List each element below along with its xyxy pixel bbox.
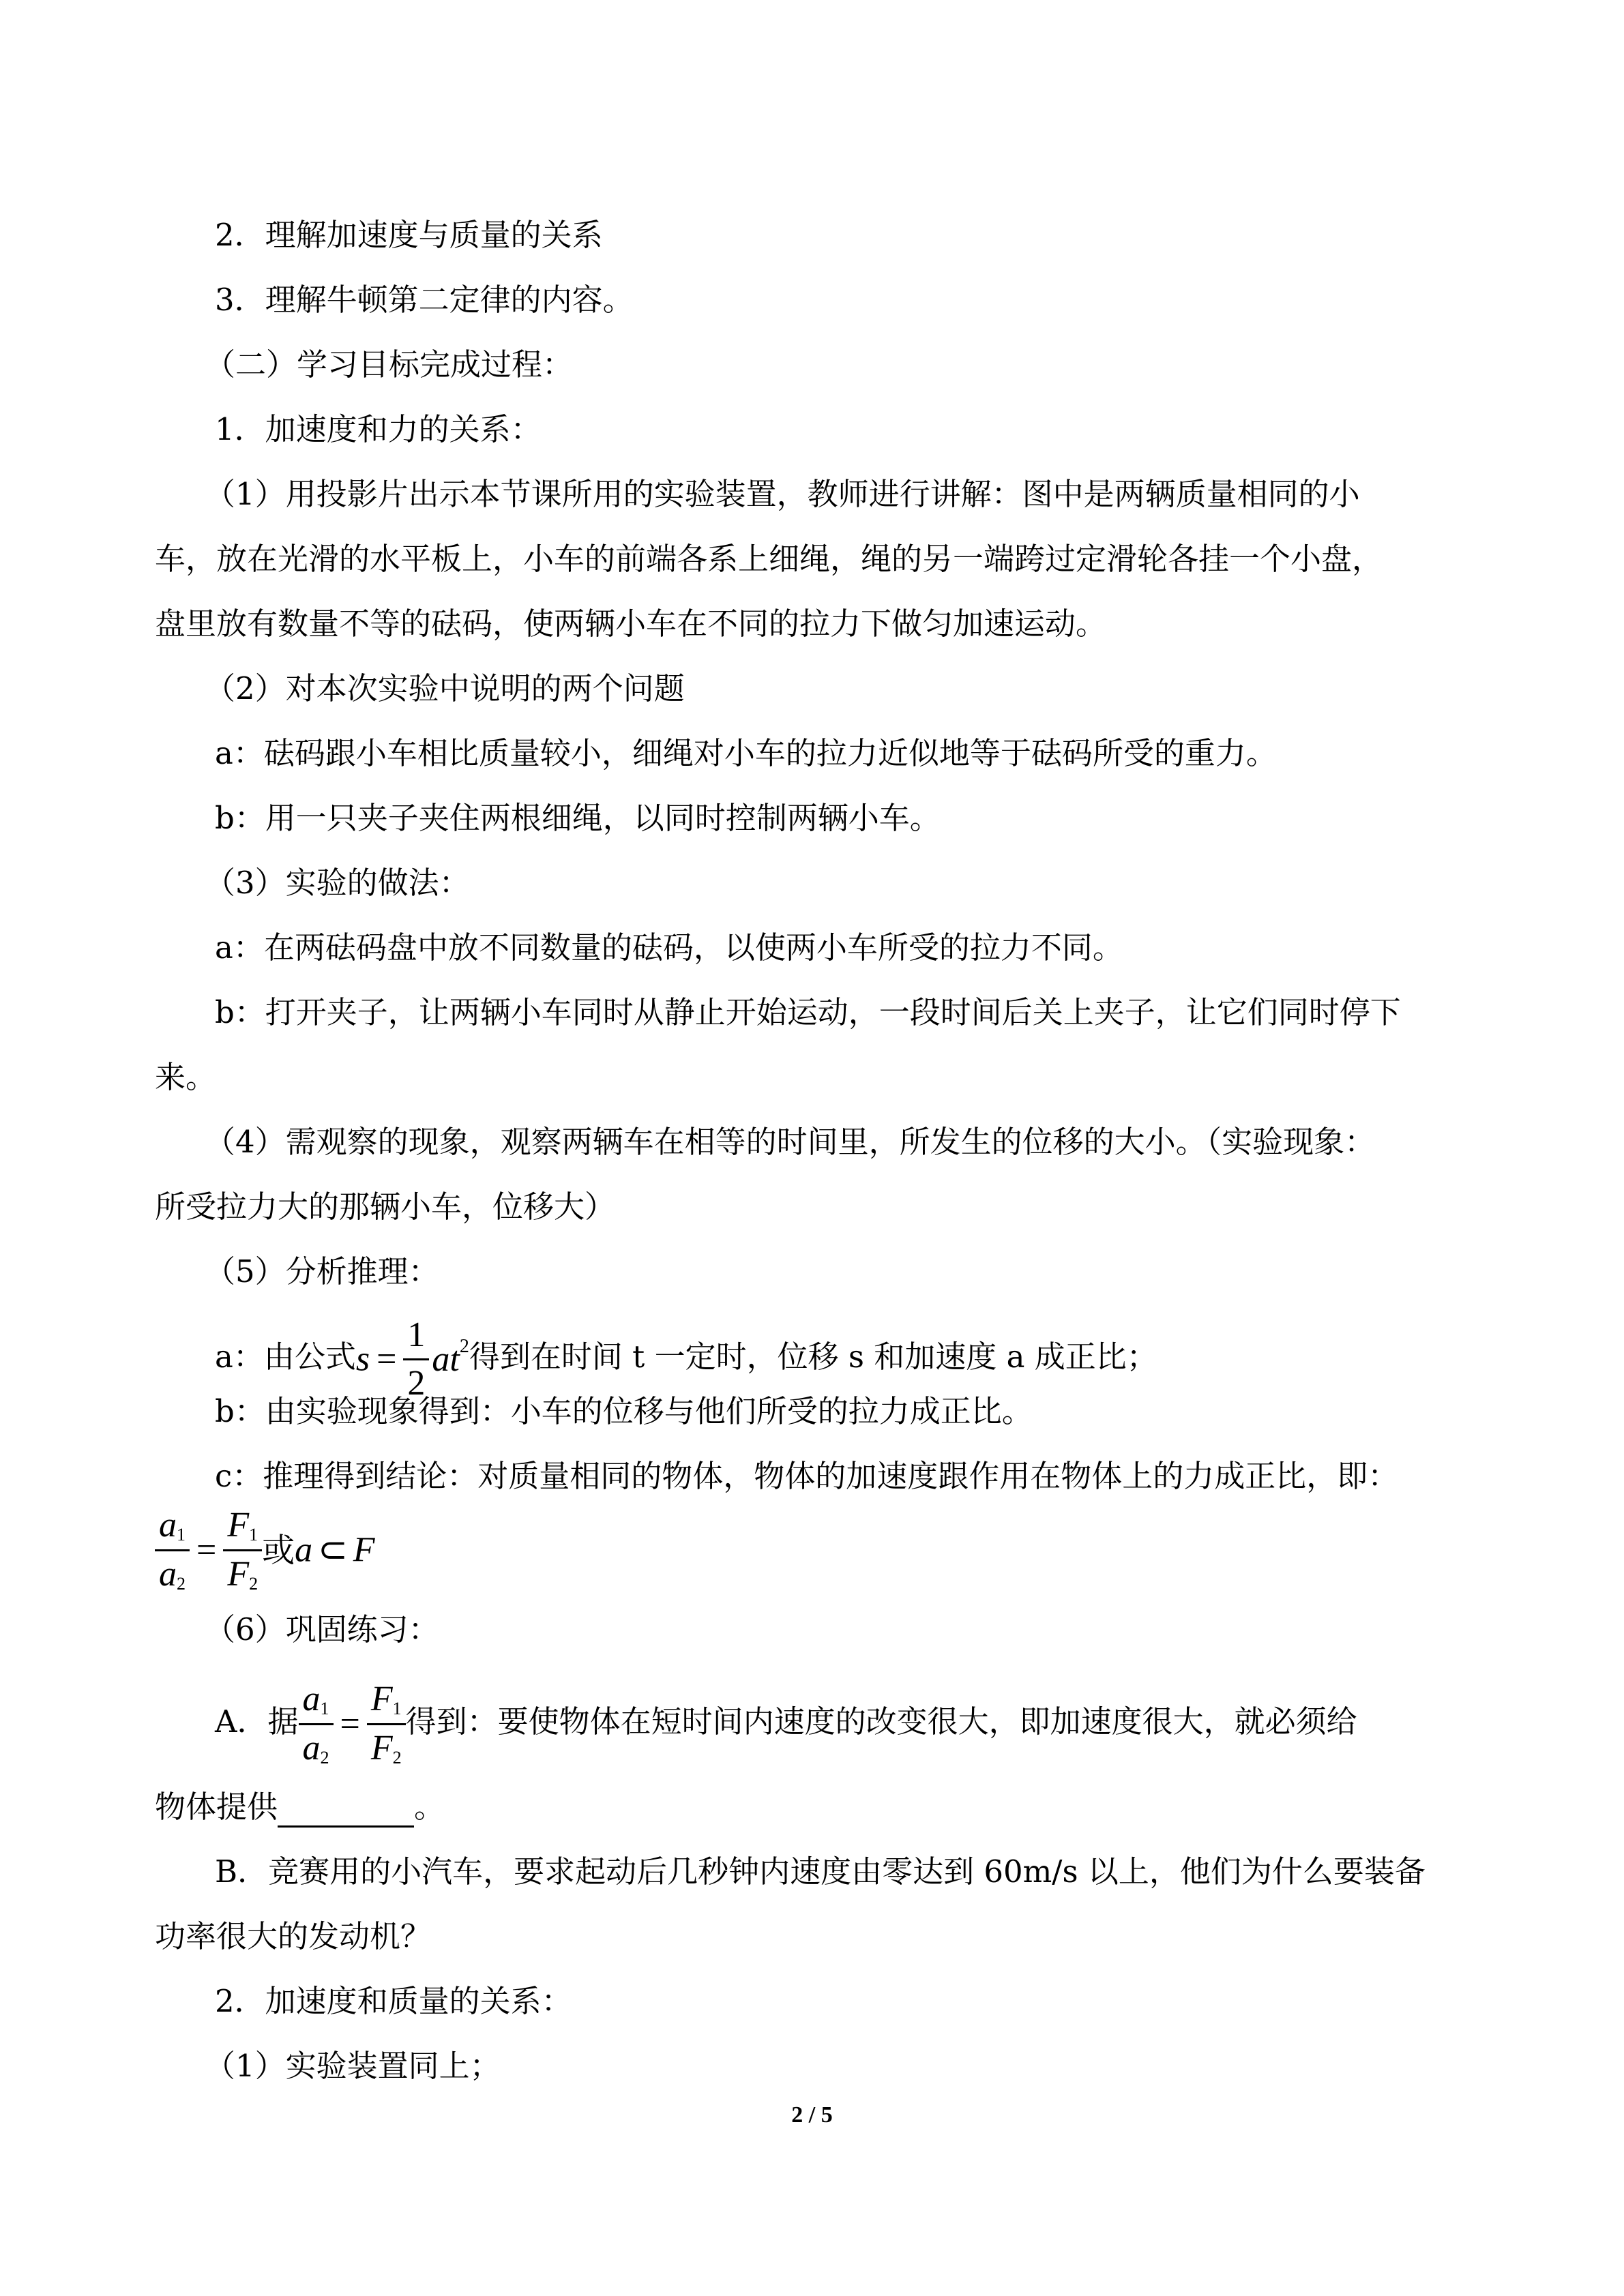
exercise-a-text: 得到：要使物体在短时间内速度的改变很大，即加速度很大，就必须给 [405, 1703, 1357, 1740]
text-line: 所受拉力大的那辆小车，位移大） [155, 1189, 616, 1225]
equals-sign: = [377, 1339, 397, 1379]
text-line: 功率很大的发动机？ [155, 1918, 432, 1954]
exercise-a-end: 。 [414, 1789, 445, 1825]
symbol-F: F [353, 1530, 375, 1570]
fraction-f1-f2: $\frac{F_1}{F_2}$ [223, 1508, 262, 1593]
exercise-a-prefix2: 物体提供 [155, 1789, 278, 1825]
text-line: （3）实验的做法： [205, 865, 470, 901]
text-line: （4）需观察的现象，观察两辆车在相等的时间里，所发生的位移的大小。（实验现象： [205, 1124, 1376, 1160]
answer-blank [278, 1795, 414, 1828]
text-line: （6）巩固练习： [205, 1611, 439, 1648]
text-line: 1．加速度和力的关系： [215, 411, 542, 447]
text-line: （1）用投影片出示本节课所用的实验装置，教师进行讲解：图中是两辆质量相同的小 [205, 476, 1360, 512]
symbol-s: s [355, 1339, 370, 1379]
text-line: b：用一只夹子夹住两根细绳，以同时控制两辆小车。 [215, 800, 941, 836]
exponent: 2 [459, 1336, 469, 1357]
fraction-one-half [403, 1317, 429, 1401]
text-line: a：砝码跟小车相比质量较小，细绳对小车的拉力近似地等于砝码所受的重力。 [215, 735, 1277, 771]
text-line: a：在两砝码盘中放不同数量的砝码，以使两小车所受的拉力不同。 [215, 929, 1123, 966]
text-line: 盘里放有数量不等的砝码，使两辆小车在不同的拉力下做匀加速运动。 [155, 606, 1107, 642]
formula-conclusion: 得到在时间 t 一定时，位移 s 和加速度 a 成正比； [469, 1339, 1157, 1375]
text-line: 2．加速度和质量的关系： [215, 1983, 572, 2019]
fraction-numerator: 1 [403, 1317, 429, 1360]
text-line: 来。 [155, 1059, 217, 1095]
formula-line-proportion [155, 1500, 374, 1596]
exercise-a-continuation [155, 1787, 445, 1828]
text-line: B．竞赛用的小汽车，要求起动后几秒钟内速度由零达到 60m/s 以上，他们为什么要装备 [215, 1853, 1426, 1890]
text-line: （5）分析推理： [205, 1253, 439, 1289]
formula-intro: a：由公式 [215, 1339, 356, 1375]
exercise-a-prefix: A．据 [215, 1703, 299, 1740]
exercise-a-line [215, 1674, 1357, 1770]
equals-sign: = [196, 1530, 217, 1570]
symbol-at: at [432, 1339, 460, 1379]
formula-line-displacement [215, 1299, 1157, 1403]
text-line: （1）实验装置同上； [205, 2048, 501, 2084]
or-word: 或 [262, 1531, 295, 1570]
fraction-f1-f2: $\frac{F_1}{F_2}$ [367, 1682, 406, 1767]
text-line: 3．理解牛顿第二定律的内容。 [215, 282, 634, 318]
text-line: 车，放在光滑的水平板上，小车的前端各系上细绳，绳的另一端跨过定滑轮各挂一个小盘， [155, 541, 1383, 577]
page-number: 2 / 5 [791, 2102, 833, 2128]
text-line: b：打开夹子，让两辆小车同时从静止开始运动，一段时间后关上夹子，让它们同时停下 [215, 994, 1401, 1030]
section-heading: （二）学习目标完成过程： [205, 346, 574, 383]
fraction-a1-a2: $\frac{a_1}{a_2}$ [155, 1508, 190, 1593]
fraction-denominator: 2 [407, 1364, 426, 1403]
fraction-a1-a2: $\frac{a_1}{a_2}$ [299, 1682, 334, 1767]
text-line: 2．理解加速度与质量的关系 [215, 217, 603, 253]
text-line: （2）对本次实验中说明的两个问题 [205, 670, 685, 706]
text-line: c：推理得到结论：对质量相同的物体，物体的加速度跟作用在物体上的力成正比，即： [215, 1458, 1399, 1494]
subset-sign: ⊂ [318, 1530, 348, 1570]
text-line: b：由实验现象得到：小车的位移与他们所受的拉力成正比。 [215, 1393, 1033, 1429]
equals-sign: = [340, 1704, 360, 1744]
symbol-a: a [295, 1530, 313, 1570]
